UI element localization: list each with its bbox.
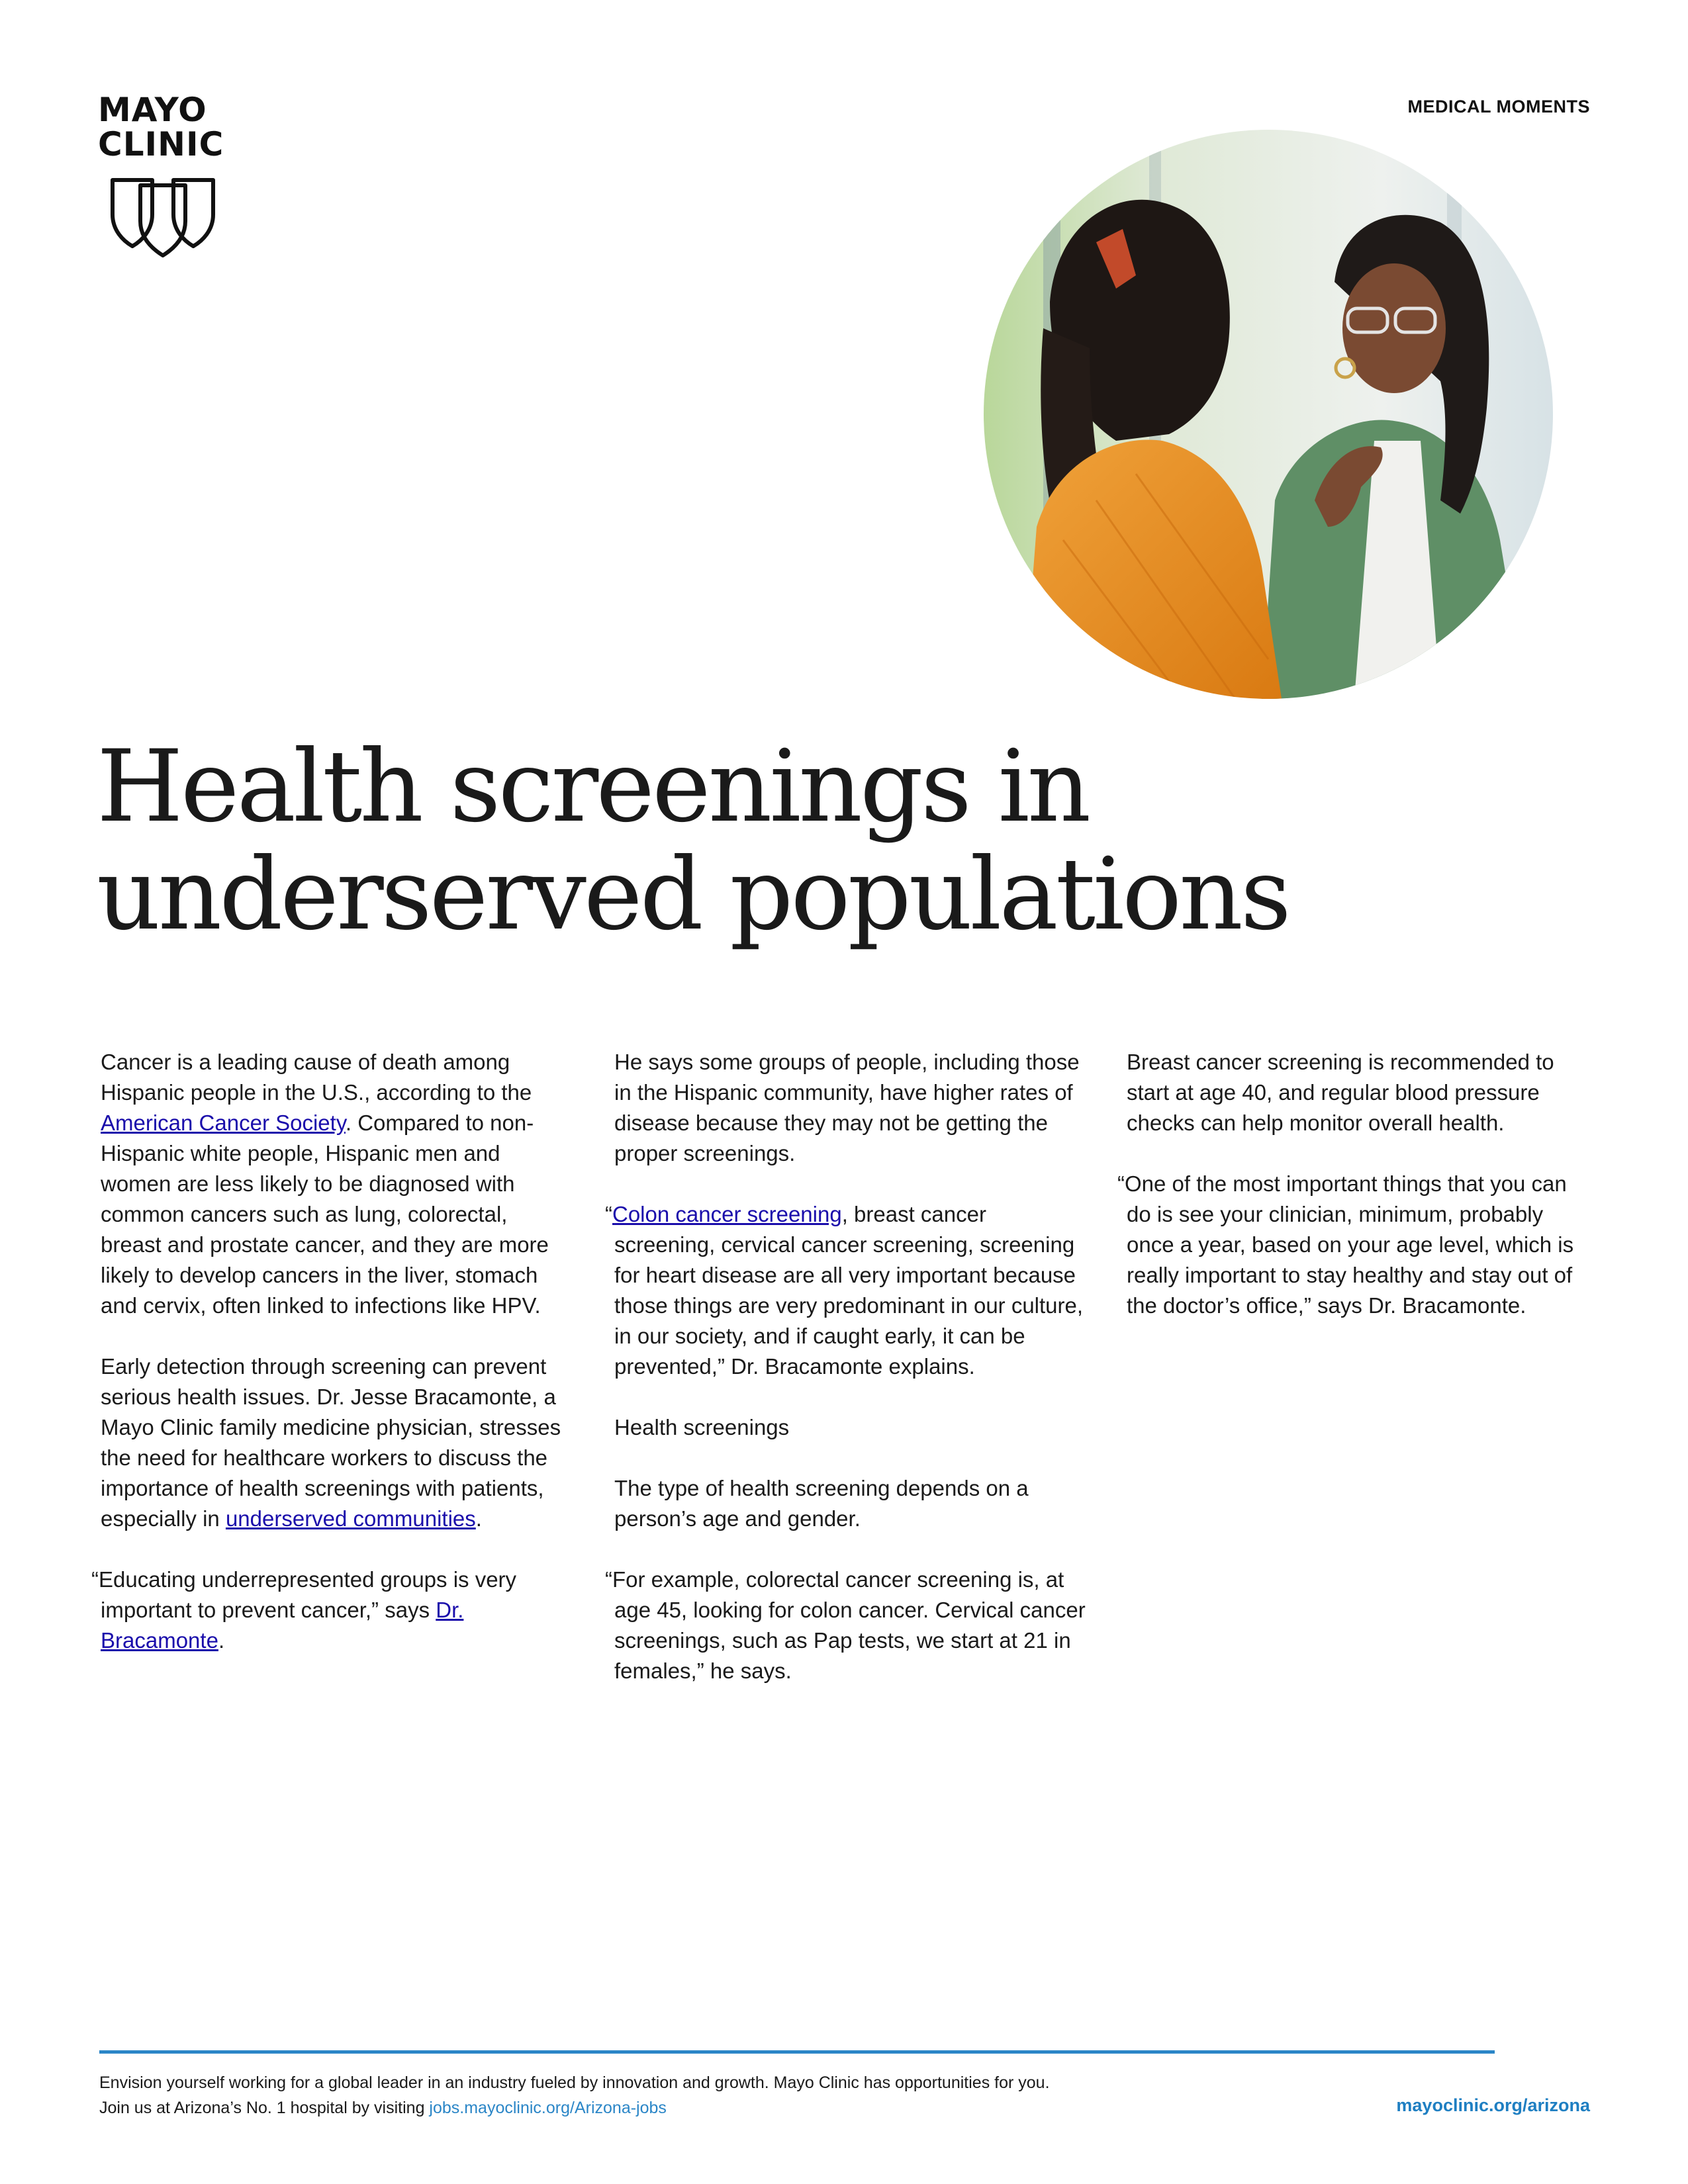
quote-paragraph — [605, 1199, 1091, 1382]
paragraph-text: “Educating underrepresented groups is very important to prevent cancer,” says — [91, 1567, 517, 1622]
subheading: Health screenings — [614, 1415, 790, 1439]
colon-cancer-screening-link[interactable]: Colon cancer screening — [612, 1202, 842, 1226]
website-link[interactable]: mayoclinic.org/arizona — [1396, 2095, 1590, 2115]
footer-divider — [99, 2050, 1495, 2054]
title-line-1: Health screenings in — [97, 729, 1089, 844]
paragraph-text: . Compared to non-Hispanic white people, Hispanic men and women are less likely to be diagnosed with common cancers such as lung, colorectal, breast and prostate cancer, and they are more likely to develop cancers in the liver, stomach and cervix, often linked to infections like HPV. — [101, 1111, 549, 1318]
paragraph-text: Early detection through screening can prevent serious health issues. Dr. Jesse Bracamonte, a Mayo Clinic family medicine physician, stresses the need for healthcare workers to discuss the importance of health screenings with patients, especially in — [101, 1354, 561, 1531]
article-column-3 — [1117, 1047, 1590, 1351]
footer-recruitment-text — [99, 2070, 1066, 2120]
paragraph — [101, 1351, 564, 1534]
section-label: MEDICAL MOMENTS — [1407, 97, 1590, 116]
quote-paragraph: “For example, colorectal cancer screening is, at age 45, looking for colon cancer. Cervical cancer screenings, such as Pap tests, we start at 21 in females,” he says. — [605, 1567, 1086, 1683]
logo-wordmark-line2: CLINIC — [98, 125, 224, 163]
title-line-2: underserved populations — [97, 837, 1289, 952]
paragraph — [101, 1047, 564, 1321]
three-shields-icon — [110, 175, 216, 258]
page-title — [97, 729, 1586, 952]
paragraph-text: , breast cancer screening, cervical cancer screening, screening for heart disease are all very important because those things are very predominant in our culture, in our society, and if caught early, it can be prevented,” Dr. Bracamonte explains. — [614, 1202, 1084, 1379]
american-cancer-society-link[interactable]: American Cancer Society — [101, 1111, 346, 1135]
paragraph-text: Cancer is a leading cause of death among Hispanic people in the U.S., according to the — [101, 1050, 532, 1105]
hero-photo — [984, 130, 1553, 699]
quote-mark: “ — [605, 1202, 612, 1226]
footer-text-body: Envision yourself working for a global leader in an industry fueled by innovation and growth. Mayo Clinic has opportunities for you. Join us at Arizona’s No. 1 hospital by visiting — [99, 2073, 1050, 2117]
mayo-clinic-logo — [98, 93, 237, 258]
two-women-conversation-image — [984, 130, 1553, 699]
article-column-1 — [91, 1047, 564, 1686]
underserved-communities-link[interactable]: underserved communities — [225, 1506, 476, 1531]
paragraph-text: . — [475, 1506, 482, 1531]
quote-paragraph — [91, 1565, 564, 1656]
paragraph-text: . — [218, 1628, 225, 1653]
logo-wordmark-line1: MAYO — [98, 91, 207, 129]
jobs-link[interactable]: jobs.mayoclinic.org/Arizona-jobs — [429, 2099, 667, 2117]
paragraph: The type of health screening depends on a person’s age and gender. — [614, 1476, 1029, 1531]
quote-paragraph: “One of the most important things that you can do is see your clinician, minimum, probably once a year, based on your age level, which is really important to stay healthy and stay out of the doctor’s office,” says Dr. Bracamonte. — [1117, 1171, 1574, 1318]
article-column-2 — [605, 1047, 1091, 1717]
dr-bracamonte-link[interactable]: Dr. Bracamonte — [101, 1598, 464, 1653]
paragraph: He says some groups of people, including those in the Hispanic community, have higher rates of disease because they may not be getting the proper screenings. — [614, 1050, 1080, 1165]
paragraph: Breast cancer screening is recommended to start at age 40, and regular blood pressure checks can help monitor overall health. — [1127, 1050, 1554, 1135]
